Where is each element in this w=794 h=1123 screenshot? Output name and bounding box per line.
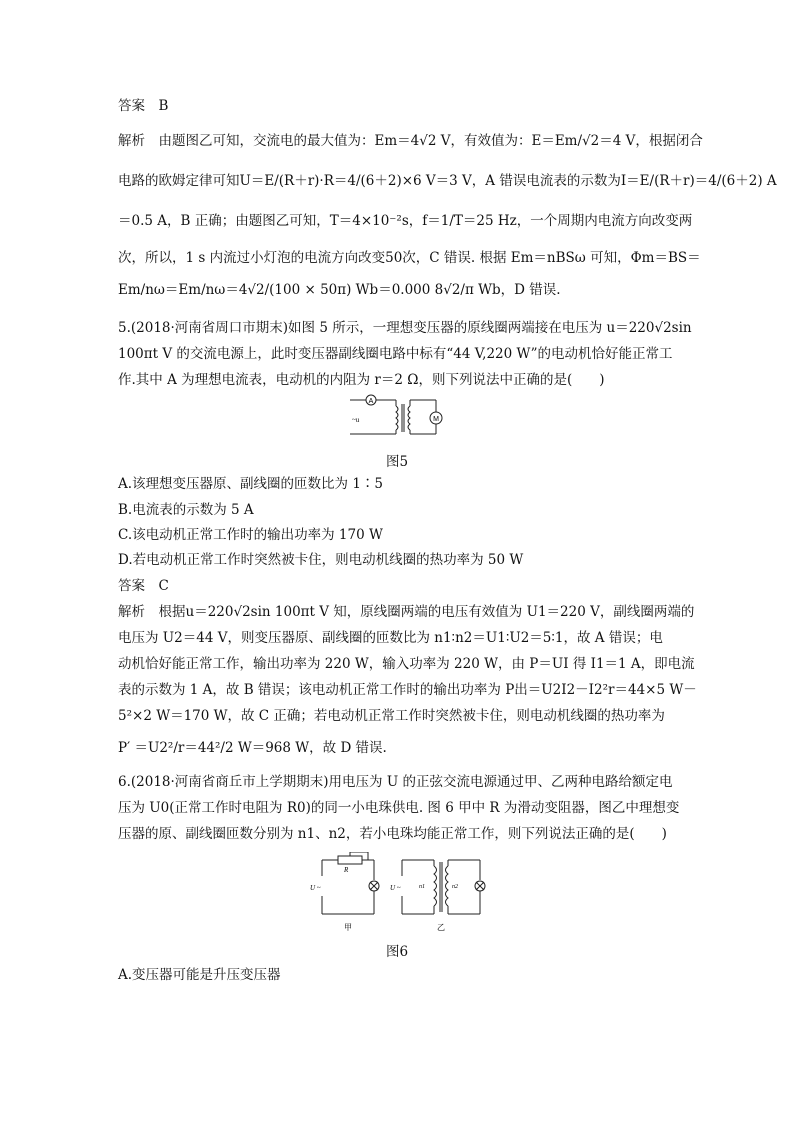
ammeter-label: A: [368, 398, 374, 405]
answer-label: 答案 C: [118, 578, 169, 594]
resistor-label: R: [344, 866, 349, 874]
option-a: A.该理想变压器原、副线圈的匝数比为 1∶5: [118, 476, 384, 492]
figure-6-caption: 图6: [385, 944, 409, 960]
subfigure-b-label: 乙: [437, 923, 445, 932]
question-5-line: 作.其中 A 为理想电流表，电动机的内阻为 r＝2 Ω，则下列说法中正确的是( ): [118, 372, 605, 388]
source-label: U ~: [310, 884, 321, 892]
source-label: ~u: [352, 416, 360, 424]
option-a: A.变压器可能是升压变压器: [118, 967, 281, 983]
source-label: U ~: [390, 884, 401, 892]
analysis-line: 表的示数为 1 A，故 B 错误；该电动机正常工作时的输出功率为 P出＝U2I2－I2²r＝44×5 W－: [118, 682, 697, 698]
question-6-line: 压为 U0(正常工作时电阻为 R0)的同一小电珠供电. 图 6 甲中 R 为滑动变阻器，图乙中理想变: [118, 800, 680, 816]
analysis-line: 次，所以，1 s 内流过小灯泡的电流方向改变50次，C 错误. 根据 Em＝nBSω 可知，Φm＝BS＝: [118, 250, 701, 266]
n2-label: n2: [452, 884, 458, 890]
question-6-line: 压器的原、副线圈匝数分别为 n1、n2，若小电珠均能正常工作，则下列说法正确的是( ): [118, 826, 667, 842]
question-5-line: 100πt V 的交流电源上，此时变压器副线圈电路中标有“44 V,220 W”的电动机恰好能正常工: [118, 346, 673, 362]
analysis-line: ＝0.5 A，B 正确；由题图乙可知，T＝4×10⁻²s，f＝1/T＝25 Hz，一个周期内电流方向改变两: [118, 213, 693, 229]
subfigure-a-label: 甲: [344, 923, 352, 932]
n1-label: n1: [419, 884, 425, 890]
option-b: B.电流表的示数为 5 A: [118, 502, 254, 518]
analysis-line: 电路的欧姆定律可知U＝E/(R＋r)·R＝4/(6＋2)×6 V＝3 V，A 错误电流表的示数为I＝E/(R＋r)＝4/(6＋2) A: [118, 173, 777, 189]
analysis-line: Em/nω＝Em/nω＝4√2/(100 × 50π) Wb＝0.000 8√2/π Wb，D 错误.: [118, 282, 561, 298]
analysis-line: P′ ＝U2²/r＝44²/2 W＝968 W，故 D 错误.: [118, 740, 387, 756]
answer-label: 答案 B: [118, 98, 169, 114]
option-c: C.该电动机正常工作时的输出功率为 170 W: [118, 527, 383, 543]
analysis-line: 5²×2 W＝170 W，故 C 正确；若电动机正常工作时突然被卡住，则电动机线圈的热功率为: [118, 708, 665, 724]
analysis-line: 动机恰好能正常工作，输出功率为 220 W，输入功率为 220 W，由 P＝UI 得 I1＝1 A，即电流: [118, 656, 695, 672]
question-5-line: 5.(2018·河南省周口市期末)如图 5 所示，一理想变压器的原线圈两端接在电压为 u＝220√2sin: [118, 320, 692, 336]
motor-label: M: [433, 416, 439, 423]
figure-5-caption: 图5: [385, 454, 409, 470]
analysis-line: 解析 由题图乙可知，交流电的最大值为：Em＝4√2 V，有效值为：E＝Em/√2＝4 V，根据闭合: [118, 133, 703, 149]
figure-5-circuit: [340, 392, 450, 440]
analysis-line: 电压为 U2＝44 V，则变压器原、副线圈的匝数比为 n1∶n2＝U1∶U2＝5∶1，故 A 错误；电: [118, 630, 663, 646]
analysis-line: 解析 根据u＝220√2sin 100πt V 知，原线圈两端的电压有效值为 U1＝220 V，副线圈两端的: [118, 604, 695, 620]
option-d: D.若电动机正常工作时突然被卡住，则电动机线圈的热功率为 50 W: [118, 552, 524, 568]
figure-6-circuits: [308, 852, 494, 934]
question-6-line: 6.(2018·河南省商丘市上学期期末)用电压为 U 的正弦交流电源通过甲、乙两种电路给额定电: [118, 774, 673, 790]
